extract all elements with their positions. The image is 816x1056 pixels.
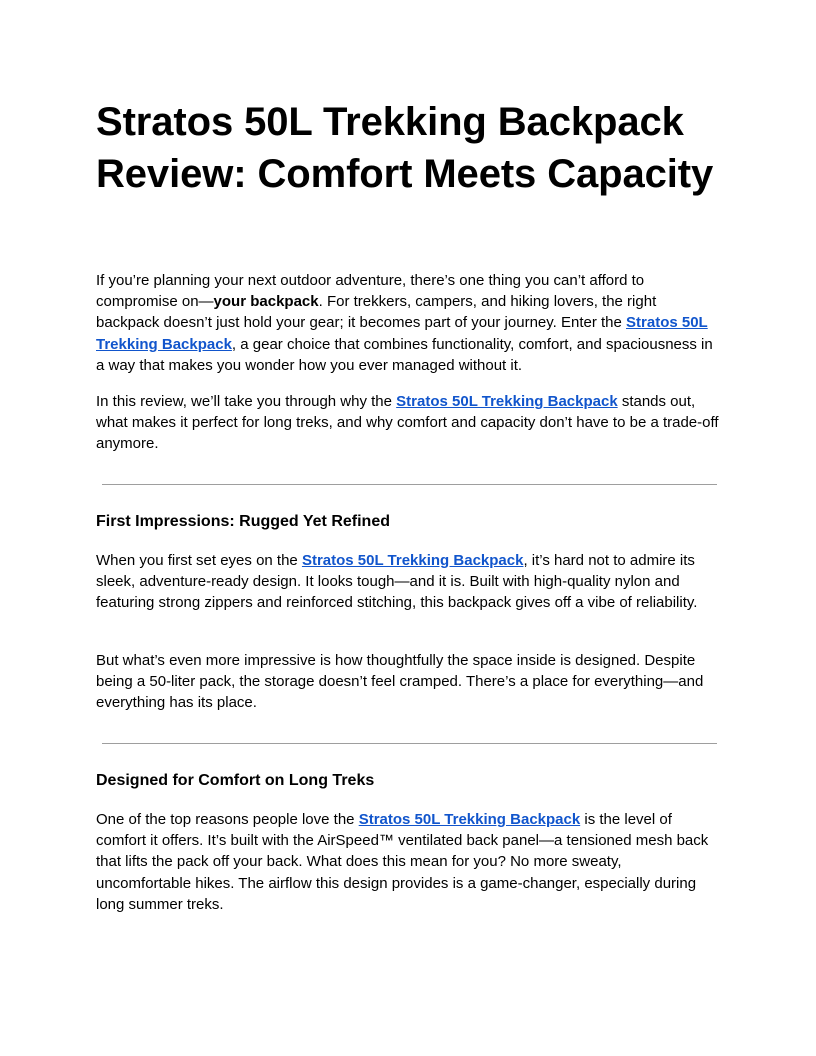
section2-paragraph-1 <box>96 809 720 915</box>
section1-p1-text-b: , it’s hard not to admire its sleek, adventure-ready design. It looks tough—and it is. Built with high-quality nylon and featuring strong zippers and reinforced stitching, this backpack gives off a vibe of reliability. <box>96 552 698 612</box>
section2-p1-text-b: is the level of comfort it offers. It’s built with the AirSpeed™ ventilated back panel—a tensioned mesh back that lifts the pack off your back. What does this mean for you? No more sweaty, uncomfortable hikes. The airflow this design provides is a game-changer, especially during long summer treks. <box>96 811 709 913</box>
intro-p1-bold: your backpack <box>213 293 319 311</box>
section-divider <box>102 484 717 485</box>
intro-p1-text-c: , a gear choice that combines functionality, comfort, and spaciousness in a way that makes you wonder how you ever managed without it. <box>96 335 713 374</box>
section1-p1-text-a: When you first set eyes on the <box>96 552 302 569</box>
product-link[interactable]: Stratos 50L Trekking Backpack <box>396 393 618 410</box>
section-heading-comfort: Designed for Comfort on Long Treks <box>96 772 375 789</box>
page-title: Stratos 50L Trekking Backpack Review: Comfort Meets Capacity <box>96 100 714 196</box>
intro-paragraph-1 <box>96 270 720 376</box>
intro-paragraph-2 <box>96 391 720 455</box>
product-link[interactable]: Stratos 50L Trekking Backpack <box>96 314 708 353</box>
section1-paragraph-1 <box>96 550 720 614</box>
section1-paragraph-2: But what’s even more impressive is how thoughtfully the space inside is designed. Despite being a 50-liter pack, the storage doesn’t feel cramped. There’s a place for everything—and everything has its place. <box>96 652 704 712</box>
intro-p1-text-b: . For trekkers, campers, and hiking lovers, the right backpack doesn’t just hold your gear; it becomes part of your journey. Enter the <box>96 293 657 332</box>
intro-p2-text-a: In this review, we’ll take you through why the <box>96 393 397 410</box>
product-link[interactable]: Stratos 50L Trekking Backpack <box>358 811 581 828</box>
intro-p2-text-b: stands out, what makes it perfect for long treks, and why comfort and capacity don’t have to be a trade-off anymore. <box>96 393 719 453</box>
section-heading-first-impressions: First Impressions: Rugged Yet Refined <box>96 513 390 530</box>
section2-p1-text-a: One of the top reasons people love the <box>96 811 359 828</box>
intro-p1-text-a: If you’re planning your next outdoor adventure, there’s one thing you can’t afford to compromise on— <box>96 272 645 311</box>
section-divider <box>102 743 717 744</box>
product-link[interactable]: Stratos 50L Trekking Backpack <box>301 552 524 569</box>
